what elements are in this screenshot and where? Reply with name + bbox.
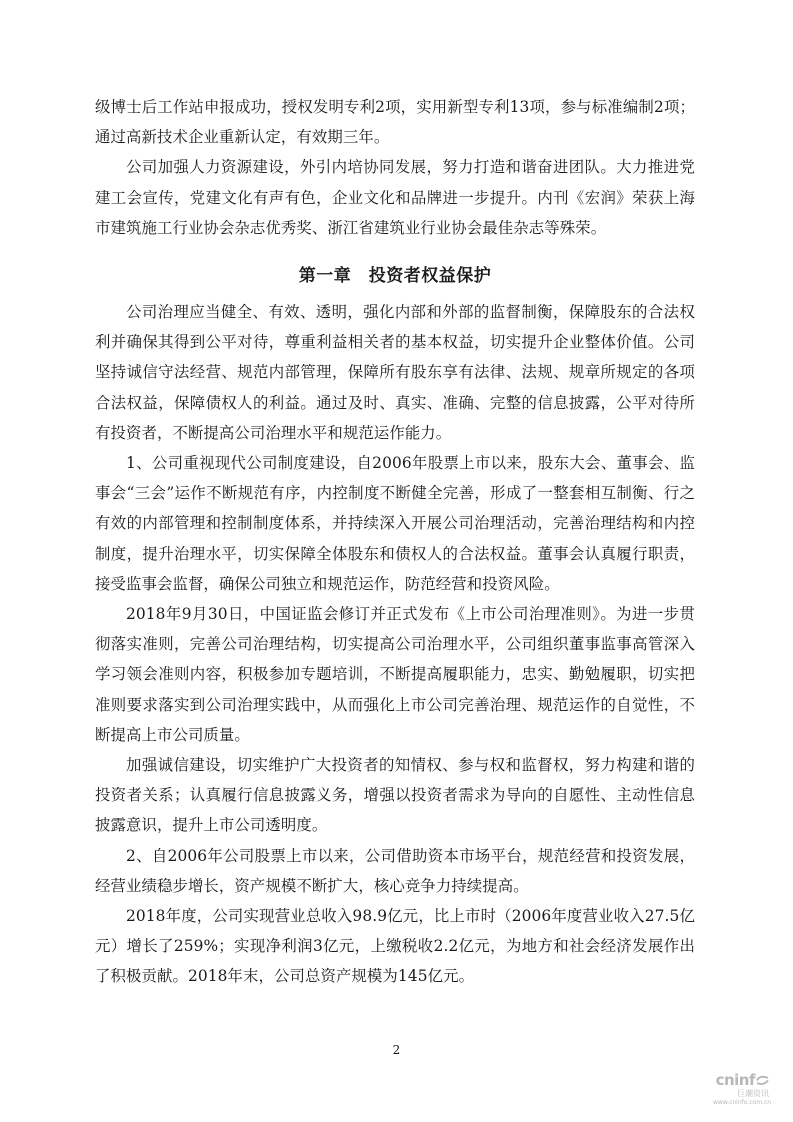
page-content [95,92,695,992]
cninfo-logo-icon [756,1073,769,1089]
chapter-title: 第一章 投资者权益保护 [298,266,492,287]
watermark-url: www.cninfo.com.cn [713,1098,772,1106]
watermark-brand-text: cninf [715,1071,755,1089]
page-number: 2 [392,1043,401,1057]
body-paragraph-4: 加强诚信建设，切实维护广大投资者的知情权、参与权和监督权，努力构建和谐的投资者关系；认真履行信息披露义务，增强以投资者需求为导向的自愿性、主动性信息披露意识，提升上市公司透明度。 [95,756,695,835]
body-paragraph-6: 2018年度，公司实现营业总收入98.9亿元，比上市时（2006年度营业收入27.5亿元）增长了259%；实现净利润3亿元，上缴税收2.2亿元，为地方和社会经济发展作出了积极贡献。2018年末，公司总资产规模为145亿元。 [95,907,695,986]
body-paragraph-2: 1、公司重视现代公司制度建设，自2006年股票上市以来，股东大会、董事会、监事会“三会”运作不断规范有序，内控制度不断健全完善，形成了一整套相互制衡、行之有效的内部管理和控制制度体系，并持续深入开展公司治理活动，完善治理结构和内控制度，提升治理水平，切实保障全体股东和债权人的合法权益。董事会认真履行职责，接受监事会监督，确保公司独立和规范运作，防范经营和投资风险。 [95,454,695,593]
body-paragraph-5: 2、自2006年公司股票上市以来，公司借助资本市场平台，规范经营和投资发展，经营业绩稳步增长，资产规模不断扩大，核心竞争力持续提高。 [95,846,695,895]
body-paragraph-1: 公司治理应当健全、有效、透明，强化内部和外部的监督制衡，保障股东的合法权利并确保其得到公平对待，尊重利益相关者的基本权益，切实提升企业整体价值。公司坚持诚信守法经营、规范内部管理，保障所有股东享有法律、法规、规章所规定的各项合法权益，保障债权人的利益。通过及时、真实、准确、完整的信息披露，公平对待所有投资者，不断提高公司治理水平和规范运作能力。 [95,303,695,442]
intro-paragraph-2: 公司加强人力资源建设，外引内培协同发展，努力打造和谐奋进团队。大力推进党建工会宣传，党建文化有声有色，企业文化和品牌进一步提升。内刊《宏润》荣获上海市建筑施工行业协会杂志优秀奖、浙江省建筑业行业协会最佳杂志等殊荣。 [95,158,695,237]
watermark-cn-name: 巨潮资讯 [737,1088,769,1098]
cninfo-watermark [713,1071,772,1110]
intro-paragraph-1: 级博士后工作站申报成功，授权发明专利2项，实用新型专利13项，参与标准编制2项；通过高新技术企业重新认定，有效期三年。 [95,98,695,147]
body-paragraph-3: 2018年9月30日，中国证监会修订并正式发布《上市公司治理准则》。为进一步贯彻落实准则，完善公司治理结构，切实提高公司治理水平，公司组织董事监事高管深入学习领会准则内容，积极参加专题培训，不断提高履职能力，忠实、勤勉履职，切实把准则要求落实到公司治理实践中，从而强化上市公司完善治理、规范运作的自觉性，不断提高上市公司质量。 [95,605,695,744]
watermark-brand [713,1072,769,1089]
